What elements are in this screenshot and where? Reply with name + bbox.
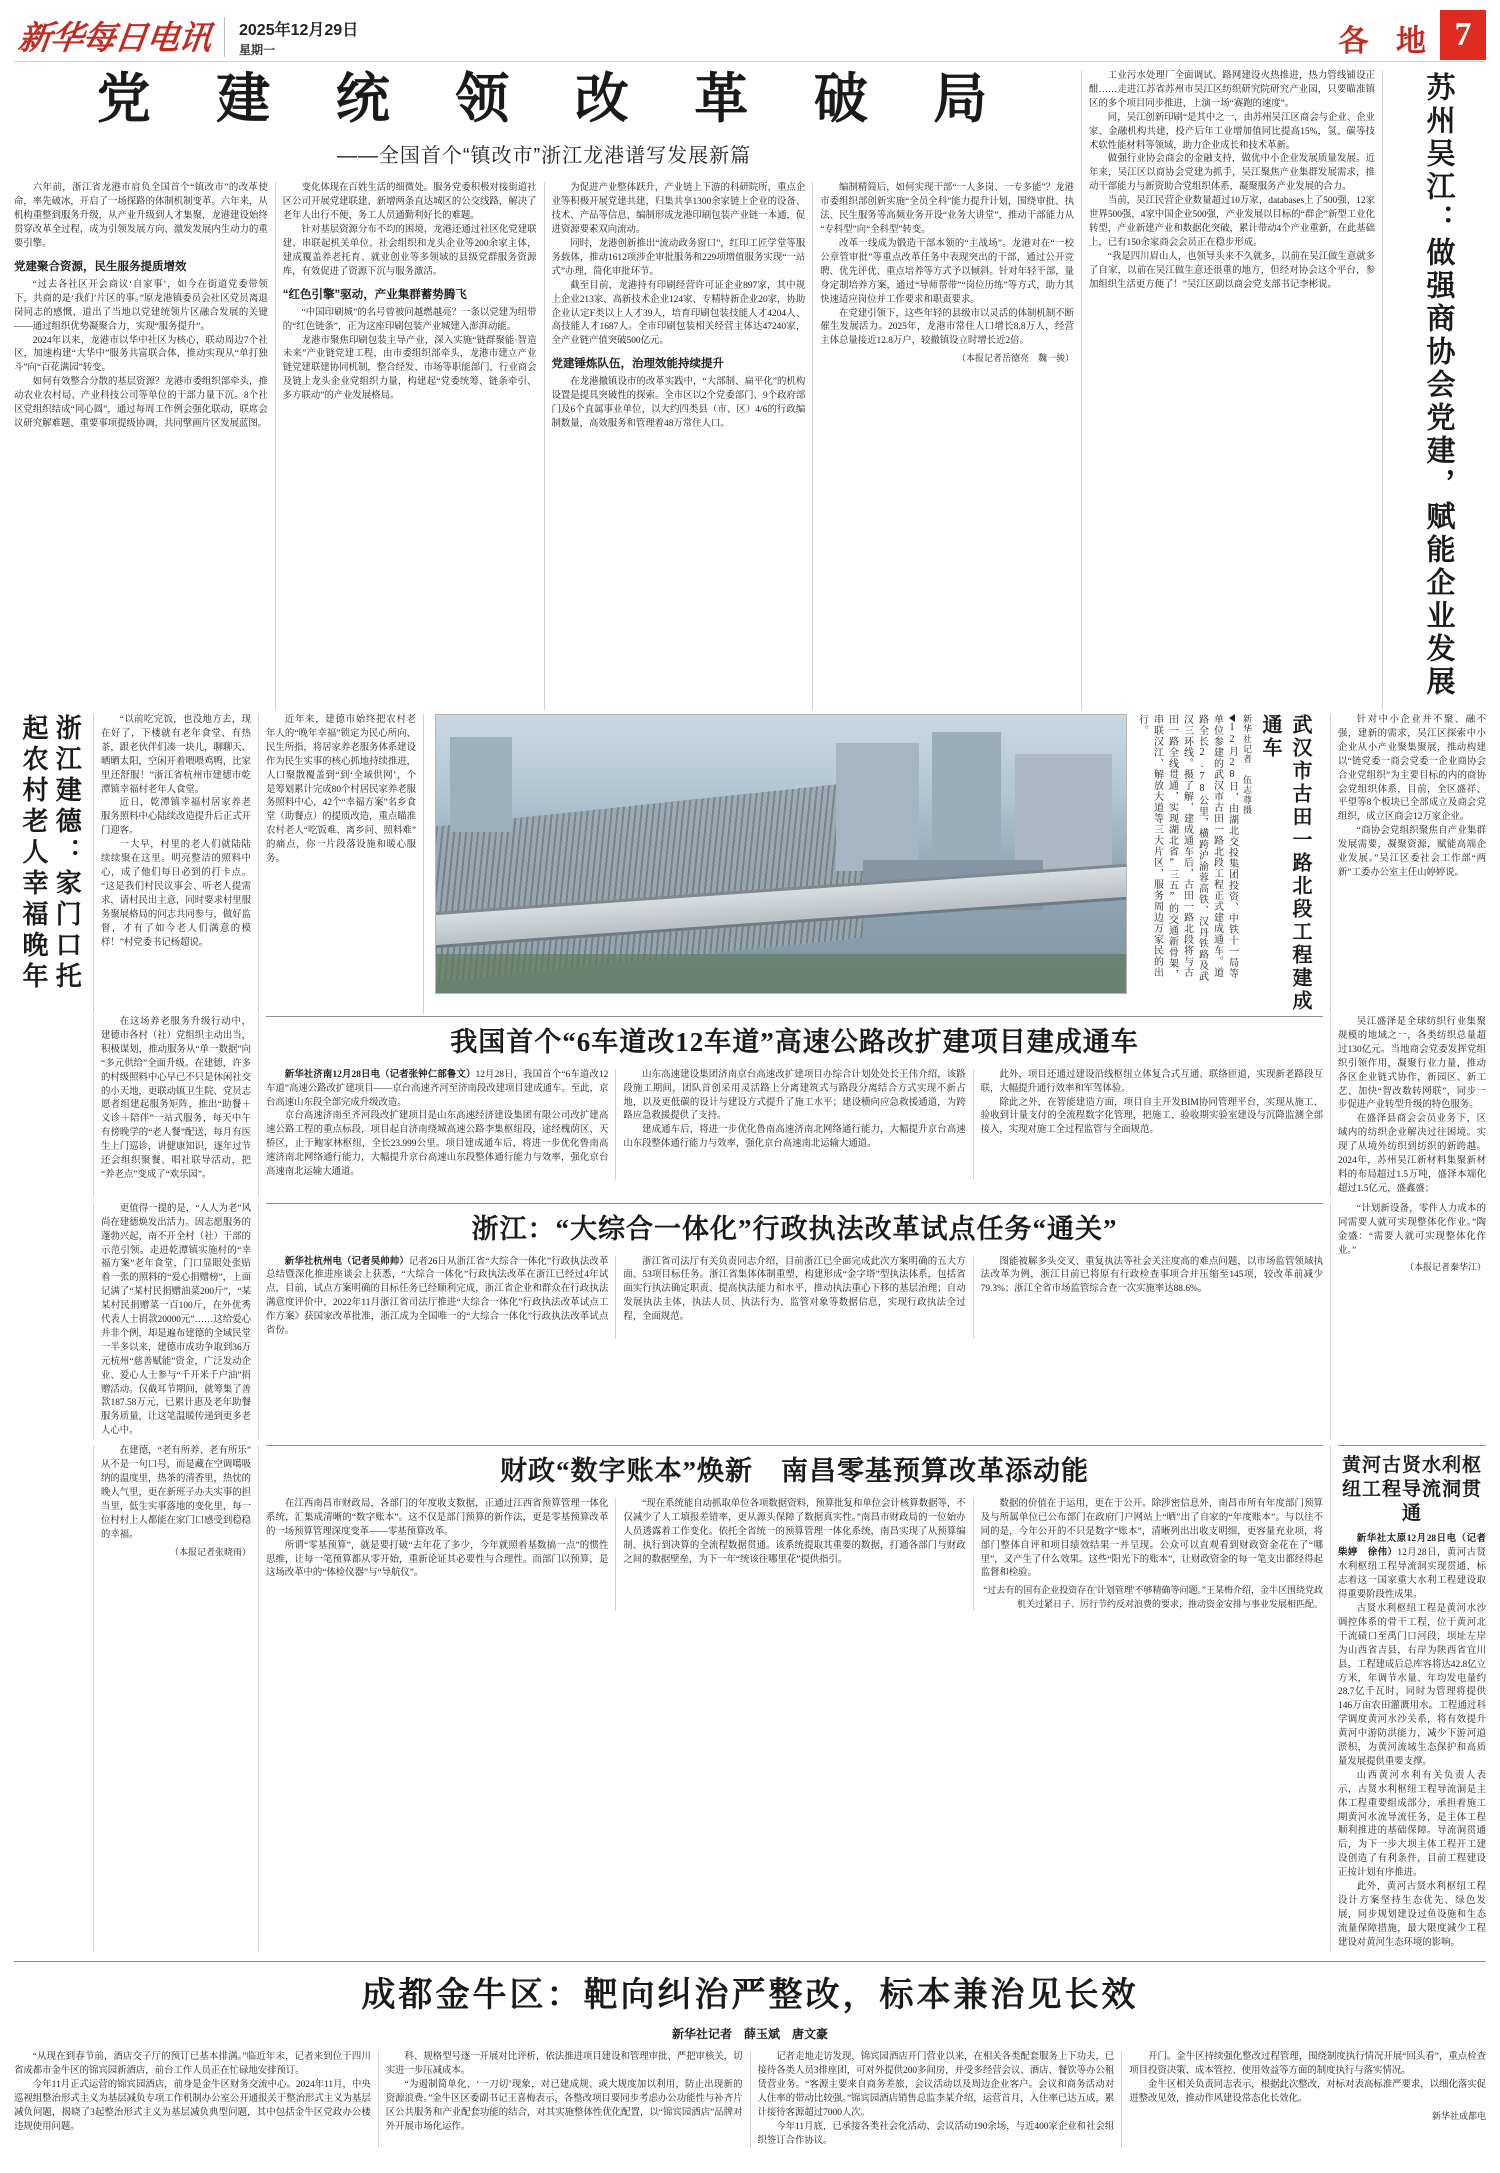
law-article	[266, 1203, 1323, 1439]
highway-photo	[435, 714, 1127, 994]
jiande-col-3	[101, 1016, 251, 1197]
column-divider	[258, 1016, 259, 1197]
chengdu-col-4	[1129, 2051, 1486, 2148]
law-dateline: 新华社杭州电（记者吴帅帅）	[284, 1256, 409, 1267]
paragraph: 开门。金牛区持续强化整改过程管理，围绕制度执行情况开展“回头看”，重点检查项目投资决策、成本管控、使用效益等方面的制度执行与落实情况。	[1129, 2052, 1486, 2077]
highway-region	[14, 1016, 1486, 1197]
paragraph: “商协会党组织聚焦自产业集群发展需要，凝聚资源，赋能高端企业发展。”吴江区委社会工作部“两新”工委办公室主任山婷婷说。	[1338, 826, 1486, 878]
masthead-right	[1339, 10, 1487, 62]
paragraph: 更值得一提的是，“人人为老”风尚在建德焕发出活力。因志愿服务的蓬勃兴起，南不开全村（社）干部的示范引领。走进乾潭镇实施村的“幸福方案”老年食堂，门口显眼处张贴着一张的照料的“爱心捐赠榜”，上面记满了“某村民捐赠油菜200斤”，“某某村民捐赠菜一百100斤，在外优秀代表人士捐款20000元”……这给爱心并非个例，却是遍布建德的全域民堂一半多以来，建德市成功争取到36万元杭州“慈善赋能”资金，广泛发动企业、爱心人士参与“千开米千户油”捐赠活动。仅截耳节期间，就筹集了善款187.58万元，已累计惠及老年助餐服务质量，让这笔温暖传递到更多老人心中。	[101, 1203, 252, 1437]
budget-col-2	[623, 1498, 965, 1611]
highway-col-3	[981, 1069, 1323, 1180]
column-divider	[615, 1498, 616, 1611]
column-divider	[1081, 70, 1082, 710]
column-divider	[544, 182, 545, 710]
paragraph: “现在系统能自动抓取单位各项数据资料，预算批复和单位会计核算数据等，不仅减少了人工填报差错率，更从源头保障了数据真实性。”南昌市财政局的一位始办人员透露着工作变化。依托全省统一的预算管理一体化系统，南昌实现了从预算编制、执行到决算的全流程数据贯通。该系统提取其重要的数据，打通各部门与财政之间的数据壁垒，为下一年“统该往哪里花”提供指引。	[623, 1498, 966, 1565]
photo-building	[450, 737, 512, 832]
paragraph: 近年来，建德市始终把农村老年人的“晚年幸福”锁定为民心所向、民生所指，将居家养老服务体系建设作为民生实事的核心抓地持续推进，人口聚散覆盖到“到‘全域供网’，个是筹划累计完成80个村居民家养老服务照料中心，42个“幸福方案”名乡食堂（助餐点）的提质改造，重点瞄准农村老人“吃饭难、离乡问、照料难”的痛点，你一片段落设施和暖心服务。	[266, 715, 417, 865]
column-divider	[93, 1203, 94, 1439]
column-divider	[258, 1203, 259, 1439]
jiande-col-4	[101, 1203, 251, 1439]
rule	[14, 1961, 1486, 1962]
photo1-caption-wrap	[1127, 714, 1320, 1014]
law-col-2	[623, 1256, 965, 1339]
paragraph: 针对基层资源分布不均的困境，龙港还通过社区化党建联建、串联起机关单位、社会组织和龙头企业等200余家主体，建成覆盖养老托育、就业创业等多领域的县级党群服务资源库，有效促进了资源下沉与服务激活。	[282, 225, 537, 277]
paragraph: 针对中小企业并不聚、融不强，建新的需求，吴江区探索中小企业从小产业聚集聚展，推动构建以“链党委一商会党委一企业商协会合业党组织”为主要目标的内的商协会党组织体系，目前，全区盛祥、平望等8个板块已全部成立及商会党组织，成立区商会12万家企业。	[1338, 715, 1486, 823]
photo1-caption-headline: 武汉市古田一路北段工程建成通车	[1259, 714, 1311, 1013]
chengdu-col-3	[758, 2051, 1115, 2148]
masthead	[14, 0, 1486, 62]
masthead-rule	[14, 61, 1486, 62]
column-divider	[750, 2051, 751, 2148]
paragraph: 金牛区相关负责同志表示，根据此次整改，对标对表高标准严要求，以细化落实促进整改见效，推动作风建设常态化长效化。	[1129, 2079, 1486, 2104]
paragraph: 科、规格型号逐一开展对比评析，依法推进项目建设和管理审批、严把审核关，切实进一步压减成本。	[385, 2052, 743, 2077]
paragraph: 数据的价值在于运用，更在于公开。除涉密信息外，南昌市所有年度部门预算及与所属单位已公布部门在政府门户网站上“晒”出了自家的“年度账本”。与以往不同的是，今年公开的不只是数字“账本”，清晰列出出收支明细，更容量充业项，将部门整体自评和项目绩效结果一并呈现。公众可以直观看到财政资金花在了“哪里”，又产生了什么效果。这些“阳光下的账本”，让财政资金的每一笔支出都经得起监督和检验。	[980, 1498, 1323, 1579]
lead-credit: （本报记者岳德亮 魏一骏）	[956, 353, 1074, 364]
paragraph: 截至目前，龙港持有印刷经营许可证企业897家，其中规上企业213家、高新技术企业124家、专精特新企业20家，协助企业认定F类以上人才39人，培育印刷包装技能人才4204人、高技能人才1687人。全市印刷包装相关经营主体达47240家，全产业链产值突破500亿元。	[551, 280, 806, 347]
law-headline: 浙江：“大综合一体化”行政执法改革试点任务“通关”	[471, 1213, 1118, 1244]
chengdu-col-2	[386, 2051, 743, 2148]
highway-article	[266, 1016, 1323, 1197]
column-divider	[275, 182, 276, 710]
jiande-vertical-headline: 浙江建德：家门口托起农村老人幸福晚年	[19, 714, 82, 993]
lead-intro: 六年前，浙江省龙港市肩负全国首个“镇改市”的改革使命，率先破冰，开启了一场探路的体制机制变革。六年来，从机构重整到服务升级，从产业升级到人才集聚，龙港建设始终贯穿改革全过程，成为引领发展方向、激发发展内生动力的重要引擎。	[14, 183, 268, 250]
paragraph: “以前吃完饭，也没地方去，现在好了，下楼就有老年食堂、有热茶，跟老伙伴们凑一块儿，聊聊天、晒晒太阳，空闲开着喂喂鸡鸭，比家里还舒服！”浙江省杭州市建德市乾潭镇幸福村老年人食堂。	[101, 715, 252, 795]
section-title: 各 地	[1338, 25, 1436, 58]
paragraph: 改革一线成为锻造干部本领的“主战场”。龙港对在“一校公章管审批”等重点改革任务中表现突出的干部，通过公开竞聘、优先评优、重点培养等方式予以倾斜。针对年轻干部，量身定制培养方案，通过“导师帮带”“岗位历练”等方式，助力其快速适应岗位并工作要求和职责要求。	[820, 239, 1074, 305]
column-divider	[93, 1445, 94, 1950]
suzhou-vertical-headline: 苏州吴江：做强商协会党建，赋能企业发展	[1422, 72, 1455, 699]
paragraph: 为促进产业整体跃升，产业链上下游的科研院所，重点企业等积极开展党建共建，归集共享1300余家链上企业的设备、技术、产品等信息，编制形成龙港印刷包装产业链一本通，促进资源要素双向流动。	[551, 183, 806, 236]
lead-story	[14, 70, 1074, 710]
paragraph: 京台高速济南至齐河段改扩建项目是山东高速经济建设集团有限公司改扩建高速公路工程的重点标段，项目起自济南绕城高速公路李集枢纽段，途经槐荫区、天桥区，止于鲍家林枢纽，全长23.999公里。项目建成通车后，将进一步优化鲁南高速济南北网络通行能力，大幅提升京台高速山东段整体通行能力与效率，强化京台高速南北运输大通道。	[266, 1111, 609, 1178]
masthead-divider	[224, 17, 225, 57]
photo-building	[1015, 754, 1112, 876]
column-divider	[93, 714, 94, 1014]
column-divider	[258, 714, 259, 1014]
highway-headline: 我国首个“6车道改12车道”高速公路改扩建项目建成通车	[450, 1027, 1139, 1057]
masthead-date-block	[239, 21, 358, 62]
yellowriver-headline: 黄河古贤水利枢纽工程导流洞贯通	[1341, 1455, 1482, 1524]
column-divider	[1330, 1016, 1331, 1197]
paragraph: 如何有效整合分散的基层资源？龙港市委组织部牵头，推动农业农村局、产业科技公司等单位的干部力量下沉。8个社区党组织结成“同心圆”，通过每周工作例会强化联动，联席会议研究解难题、重要事项提级协调，共同擘画片区发展蓝图。	[14, 377, 268, 429]
page-number-badge: 7	[1440, 10, 1486, 60]
paragraph: 今年11月底，已承接各类社会化活动、会议活动190余场，与近400家企业和社会组织签订合作协议。	[757, 2121, 1115, 2146]
column-divider	[1121, 2051, 1122, 2148]
lead-subtitle: ——全国首个“镇改市”浙江龙港谱写发展新篇	[336, 145, 752, 168]
jiande-col-5	[101, 1445, 251, 1950]
paragraph: 建成通车后，将进一步优化鲁南高速济南北网络通行能力，大幅提升京台高速山东段整体通行能力与效率，强化京台高速南北运输大通道。	[623, 1125, 966, 1150]
photo-building	[932, 732, 1001, 877]
chengdu-headline: 成都金牛区：靶向纠治严整改，标本兼治见长效	[361, 1976, 1139, 2014]
paragraph: 除此之外，在智能建造方面，项目自主开发BIM协同管理平台，实现从施工、验收到计量支付的全流程数字化管理，把施工、验收期实验室建设与沉降监测全部接入，实现对施工全过程监管与全面规范。	[980, 1097, 1323, 1136]
suzhou-credit: （本报记者秦华江）	[1404, 1262, 1486, 1273]
lead-sec-3-title: 党建锤炼队伍，治理效能持续提升	[551, 358, 724, 371]
paragraph: 浙江省司法厅有关负责同志介绍，目前浙江已全面完成此次方案明确的五大方面、53项目标任务。浙江省集体体制重塑，构建形成“金字塔”型执法体系，包括省面实行执法确定职责、提高执法能力和水平，推动执法重心下移的基层治理；自动发展执法主体，执法人员、执法行为、监管对象等数据信息，实现行政执法全过程，全面规范。	[623, 1256, 966, 1323]
lead-sec-2-title: “红色引擎”驱动，产业集群蓄势腾飞	[282, 288, 467, 301]
paragraph: 同，吴江创新印刷“是其中之一，由苏州吴江区商会与企业、企业家、金融机构共建，投产后年工业增加值同比提高15%，氢、碳等技术软性能材料等领域，助力企业成长和技术革新。	[1089, 112, 1375, 151]
highway-columns	[266, 1069, 1323, 1180]
law-region	[14, 1203, 1486, 1439]
column-divider	[423, 714, 424, 1014]
paragraph: 工业污水处理厂全面调试、路网建设火热推进，热力管线铺设正酣……走进江苏省苏州市吴江区纺织研究院研究产业园，只要瞄准镇区的多个项目同步推进，上演一场“赛跑的速度”。	[1089, 71, 1375, 109]
middle-region	[14, 714, 1486, 1014]
yellowriver-col	[1338, 1533, 1486, 1950]
rule	[266, 1016, 1323, 1017]
suzhou-col-1	[1089, 70, 1375, 710]
jiande-credit: （本报记者张晓雨）	[169, 1546, 251, 1557]
chengdu-region	[14, 1961, 1486, 2149]
photo1-credit: 新华社记者 伍志尊摄	[1242, 714, 1252, 815]
highway-col-1	[266, 1069, 608, 1180]
law-col-1	[266, 1256, 608, 1339]
paragraph: “计划新设备，零件人力成本的同需要人就可实现整体化作业。”陶金盛：“需要人就可实现整体化作业。”	[1338, 1203, 1486, 1256]
column-divider	[973, 1069, 974, 1180]
paragraph: 记者走地走访发现，锦宾园酒店开门营业以来，在相关各类配套服务上下功夫，已接待各类人员3排座团，可对外提供200多间房，并受多经营会议、酒店、餐饮等办公租赁营业务。“客源主要来自商务差旅，会议活动以及周边企业客户。会议和商务活动对人住率的带动比较强。”锦宾园酒店销售总监李某介绍，运营首月，入住率已达五成，累计接待客源超过7000人次。	[757, 2052, 1115, 2118]
paragraph: 在龙港撤镇设市的改革实践中，“大部制、扁平化”的机构设置是提具突破性的探索。全市区以2个党委部门、9个政府部门及6个直属事业单位，以大约四类县（市、区）4/6的行政编制数量，高效服务和管理着48万常住人口。	[551, 377, 806, 429]
budget-columns	[266, 1498, 1323, 1611]
publication-logo[interactable]: 新华每日电讯	[16, 21, 213, 57]
paragraph: 做强行业协会商会的金融支持，做优中小企业发展质量发展。近年来，吴江区以商协会党建为抓手，吴江聚焦产业集群发展需求，推动干部能力与新资助合党组织体系，凝聚服务产业发展的合力。	[1089, 154, 1375, 193]
lead-col-1	[14, 182, 268, 710]
budget-col-1	[266, 1498, 608, 1611]
column-divider	[812, 182, 813, 710]
yellowriver-article	[1338, 1445, 1486, 1950]
paragraph: 一大早，村里的老人们就陆陆续续聚在这里。明亮整洁的照料中心，成了他们每日必到的打卡点。“这是我们村民议事会、听老人提需求，请村民出主意，同时要求村里服务聚展格局的问志共同参与，做好监督，才有了如今老人们满意的模样！”村党委书记杨超说。	[101, 840, 252, 948]
suzhou-feature	[1089, 70, 1486, 710]
paragraph: 当前，吴江民营企业数量超过10万家，databases上了500强，12家世界500强，4家中国企业500强，产业发展以目标的“群企”新型工业化转型，产业新建产业和数据化突破，累计带动4个产业重新，在此基础上，已有150余家商会会员正在稳步形成。	[1089, 196, 1375, 248]
paragraph: “为遏制简单化、‘一刀切’现象，对已建成规、或大规度加以利用，防止出现新的资源浪费。”金牛区区委副书记王喜梅表示，各整改项目要同步考虑办公功能性与补齐片区公共服务和产业配套功能的结合，对其实施整体性优化配置，以“锦宾园酒店”品牌对外开展市场化运作。	[385, 2079, 743, 2132]
paragraph: “中国印刷城”的名号曾被问越燃越亮？一条以党建为纽带的“红色链条”，正为这座印刷包装产业城建入澎湃动能。	[282, 307, 537, 332]
lead-columns	[14, 182, 1074, 710]
chengdu-col-1	[14, 2051, 371, 2148]
highway-col-2	[623, 1069, 965, 1180]
jiande-headline-wrap	[14, 714, 86, 1014]
paragraph: 在江西南昌市财政局，各部门的年度收支数据，正通过江西省预算管理一体化系统，汇集成清晰的“数字账本”。这不仅是部门预算的新作法，更是零基预算改革的一场预算管理深度变革——零基预算改革。	[266, 1498, 609, 1537]
column-divider	[378, 2051, 379, 2148]
paragraph: 吴江盛泽是全球纺织行业集聚规模的地域之一，各类纺织总量超过130亿元。当地商会党委发挥党组织引领作用，凝聚行业力量，推动各区企业链式协作，新园区、新工艺、加快“智改数转网联”，同步一步促进产业转型升级的特色服务。	[1338, 1017, 1486, 1111]
budget-headline: 财政“数字账本”焕新 南昌零基预算改革添动能	[500, 1456, 1089, 1487]
caption-marker-icon	[1229, 714, 1235, 722]
paragraph: 变化体现在百姓生活的细微处。服务党委积极对接街道社区公司开展党建联建、新增两条直达城区的公交线路，解决了老年人出行不便、务工人员通勤利好长的难题。	[282, 183, 537, 222]
suzhou-col-2	[1338, 714, 1486, 1014]
paragraph: 山西黄河水利有关负责人表示，古贤水利枢纽工程导流洞是主体工程重要组成部分，承担着施工期黄河水流导流任务，是主体工程顺利推进的基础保障。导流洞贯通后，为下一步大坝主体工程开工建设创造了有利条件，目前工程建设正按计划有序推进。	[1338, 1770, 1486, 1879]
paragraph: 同时，龙港创新推出“流动政务窗口”，红印工匠学堂等服务载体，推动1612项涉企审批服务和229项增值服务实现“一站式”办理，简化审批环节。	[551, 239, 806, 277]
law-columns	[266, 1256, 1323, 1339]
rule	[266, 1203, 1323, 1204]
paragraph: 此外，项目还通过建设沿线枢纽立体复合式互通、联络匝道，实现新老路段互联，大幅提升通行效率和军驾体验。	[980, 1069, 1323, 1094]
paragraph: 在党建引领下，这些年轻的县级市以灵活的体制机制不断催生发展活力。2025年，龙港市常住人口增长8.8万人，经营主体总量接近12.8万户，较撤镇设立时增长近2倍。	[820, 308, 1074, 347]
yellowriver-dateline: 新华社太原12月28日电（记者柴婷 徐伟）	[1338, 1534, 1486, 1559]
suzhou-headline-wrap	[1390, 70, 1486, 710]
law-col-3	[981, 1256, 1323, 1339]
rule	[266, 1445, 1323, 1446]
column-divider	[1330, 1445, 1331, 1950]
yellowriver-dateline-para: 新华社太原12月28日电（记者柴婷 徐伟）12月28日，黄河古贤水利枢纽工程导流洞实现贯通，标志着这一国家重大水利工程建设取得重要阶段性成果。	[1338, 1534, 1486, 1601]
spacer-left-2	[14, 1445, 86, 1950]
column-divider	[615, 1256, 616, 1339]
column-divider	[973, 1256, 974, 1339]
top-region	[14, 70, 1486, 710]
paragraph: 此外，黄河古贤水利枢纽工程设计方案坚持生态优先、绿色发展，同步规划建设过鱼设施和生态流量保障措施，最大限度减少工程建设对黄河生态环境的影响。	[1338, 1882, 1486, 1948]
lead-sec-1-title: 党建聚合资源，民生服务提质增效	[14, 260, 187, 273]
paragraph: “我是四川眉山人，也领导头来不久就多，以前在吴江做生意就多了自家，以前在吴江做生意还很重的地方，但经对协会这个平台，参加组织生活更方便了！”吴江区副以商会党支部书记李彬说。	[1089, 251, 1375, 290]
jiande-headline-tail	[14, 1203, 86, 1439]
lead-col-3	[552, 182, 806, 710]
lead-col-2	[283, 182, 537, 710]
suzhou-col-4	[1338, 1203, 1486, 1439]
paragraph: 山东高速建设集团济南京台高速改扩建项目办综合计划处处长王伟介绍，该路段施工期间，团队首创采用灵活路上分离建筑式与路段分离结合方式实现不新占地，以及更低碳的设计与建设方式提升了施工水平；建设横向应急救援通道，为跨路应急救援提供了支持。	[623, 1069, 966, 1122]
photo-building	[836, 743, 919, 871]
paragraph: 龙港市聚焦印刷包装主导产业，深入实施“链群聚能·智造未来”产业链党建工程，由市委组织部牵头，龙港市建立产业链党建联建协同机制，整合经发、市场等职能部门，行业商会及链上龙头企业党组织力量，构建起“党委统筹、链条牵引、多方联动”的产业发展格局。	[282, 335, 537, 402]
paragraph: 在盛泽县商会会员业务下，区域内的纺织企业解决过往困境。实现了从境外纺织到纺织的新跨越。2024年，苏州吴江新材料集聚新材料的布局超过1.5万吨，盛泽本端化超过1.5亿元，盛鑫盛；	[1338, 1114, 1486, 1194]
photo-greenbelt	[436, 954, 1126, 993]
column-divider	[1382, 70, 1383, 710]
paragraph: “从现在到春节前，酒店交子厅的预订已基本排满。”临近年末，记者来到位于四川省成都市金牛区的锦宾园新酒店，前台工作人员正在忙碌地安排预订。	[14, 2052, 371, 2077]
paragraph: 编制精简后，如何实现干部“一人多岗、一专多能”？龙港市委组织部创新实施“全员全科”能力提升计划，围绕审批、执法、民生服务等高频业务开设“业务大讲堂”，推动干部能力从“专科型”向“全科型”转变。	[820, 183, 1074, 236]
rule	[1338, 1445, 1486, 1446]
photo-block-1	[431, 714, 1323, 1014]
jiande-col-1	[101, 714, 251, 1014]
publication-weekday: 星期一	[239, 43, 276, 57]
column-divider	[93, 1016, 94, 1197]
highway-dateline-para: 新华社济南12月28日电（记者张钟仁部鲁文）12月28日，我国首个“6车道改12车道”高速公路改扩建项目——京台高速齐河至济南段改建项目建成通车。至此，京台高速山东段全部完成升级改造。	[266, 1069, 609, 1108]
budget-credit: “过去有的国有企业投资存在'计划管理'不够精确等问题。”王某梅介绍，金牛区围绕党政机关过紧日子、厉行节约反对浪费的要求，推动资金安排与事业发展相匹配。	[983, 1585, 1323, 1609]
paragraph: 今年11月正式运营的锦宾园酒店，前身是金牛区财务交流中心。2024年11月，中央巡视组整治形式主义为基层减负专项工作机制办公室公开通报关于整治形式主义为基层减负问题，揭晓了3起整治形式主义为基层减负典型问题，其中包括金牛区党政办公楼违规使用问题。	[14, 2079, 371, 2132]
law-dateline-para: 新华社杭州电（记者吴帅帅）记者26日从浙江省“大综合一体化”行政执法改革总结暨深化推进座谈会上获悉，“大综合一体化”行政执法改革在浙江已经过4年试点，目前，试点方案明确的目标任务已经顺利完成，浙江省企业和群众在行政执法满意度评价中，2022年11月浙江省司法厅推进“大综合一体化”行政执法改革试点工作方案》获国家改革批准，浙江成为全国唯一的“大综合一体化”行政执法改革试点省份。	[266, 1256, 609, 1337]
paragraph: 古贤水利枢纽工程是黄河水沙调控体系的骨干工程，位于黄河北干流碛口至禹门口河段，坝址左岸为山西省吉县，右岸为陕西省宜川县。工程建成后总库容将达42.8亿立方米，年调节水量、年均发电量约28.7亿千瓦时，同时为管理将提供146万亩农田灌溉用水。工程通过科学调度黄河水沙关系，将有效提升黄河中游防洪能力，减少下游河道淤积，为黄河流域生态保护和高质量发展提供重要支撑。	[1338, 1603, 1486, 1767]
publication-date: 2025年12月29日	[239, 22, 359, 39]
paragraph: 所谓“零基预算”，就是要打破“去年花了多少，今年就照着基数搞一点”的惯性思维，让每一笔预算都从零开始，重新论证其必要性与合理性。而部门以预算，是这场改革中的“体检仪器”与“导航仪”。	[266, 1540, 609, 1579]
paragraph: 2024年以来，龙港市以华中社区为核心，联动周边7个社区，加速构建“大华中”服务共富联合体，推动实现从“单打独斗”向“百花满园”转变。	[14, 335, 268, 374]
chengdu-columns	[14, 2051, 1486, 2148]
jiande-col-2	[266, 714, 416, 1014]
budget-col-3	[981, 1498, 1323, 1611]
paragraph: 在这场养老服务升级行动中，建德市各村（社）党组织主动出当，积极谋划，推动服务从“单一数据”向“多元供给”全面升级。在建德，许多的村级照料中心早已不只是休闲社交的小天地，更联动镇卫生院、党员志愿者组建起服务矩阵，推出“助餐＋义诊＋陪伴”一站式服务，每天中午有傍晚学的“老人餐”配送，每月有医生上门巡诊，讲健康知识，逐年过节还会组织聚餐、唱社联导活动，把“养老点”变成了“欢乐园”。	[101, 1017, 252, 1180]
column-divider	[615, 1069, 616, 1180]
column-divider	[258, 1445, 259, 1950]
column-divider	[1330, 714, 1331, 1014]
photo1-caption-body: 12月28日，由湖北交投集团投资、中铁十一局等单位参建的武汉市古田一路北段工程正式建成通车。道路全长2.78公里，横跨沪渝蓉高铁、汉丹铁路及武汉三环线。摄了解，建成通车后，古田一路北段将与古田一路全线贯通，实现湖北省“三五”的交通新骨架，串联汉江、解放大道等三大片区，服务周边万家民的出行。	[1136, 714, 1238, 982]
column-divider	[973, 1498, 974, 1611]
highway-dateline: 新华社济南12月28日电（记者张钟仁部鲁文）	[284, 1069, 476, 1080]
column-divider	[1330, 1203, 1331, 1439]
suzhou-col-3	[1338, 1016, 1486, 1197]
lead-headline: 党 建 统 领 改 革 破 局	[96, 69, 1014, 129]
lead-col-4	[820, 182, 1074, 710]
spacer-left	[14, 1016, 86, 1197]
paragraph: “过去各社区开会商议‘自家事’，如今在街道党委带领下，共商的是‘我们’片区的事。”原龙港镇委员会社区党员离退岗同志的感慨，道出了当地以党建统领片区融合发展的关键——通过组织优势凝聚合力，实现“服务提升”。	[14, 279, 268, 332]
paragraph: 近日，乾潭镇幸福村居家养老服务照料中心陆续改造提升后正式开门迎客。	[101, 798, 252, 837]
paragraph: 在建德，“老有所养、老有所乐”从不是一句口号，而是藏在空调噶吸纳的温度里，热茶的清香里，热忱的晚人气里，更在新班子办夫实事的担当里，低生实事落地的变化里，每一位村村上人都能在家门口感受到稳稳的幸福。	[101, 1446, 252, 1540]
chengdu-byline: 新华社记者 薛玉斌 唐文豪	[671, 2027, 828, 2042]
budget-article	[266, 1445, 1323, 1950]
chengdu-credit: 新华社成都电	[1431, 2110, 1486, 2121]
paragraph: 图能被解多头交叉、重复执法等社会关注度高的难点问题，以市场监管领域执法改革为例，浙江目前已将原有行政检查事项合并压缩至145项，较改革前减少79.3%；浙江全省市场监管综合查一次实施率达88.6%。	[980, 1256, 1323, 1295]
budget-region	[14, 1445, 1486, 1950]
